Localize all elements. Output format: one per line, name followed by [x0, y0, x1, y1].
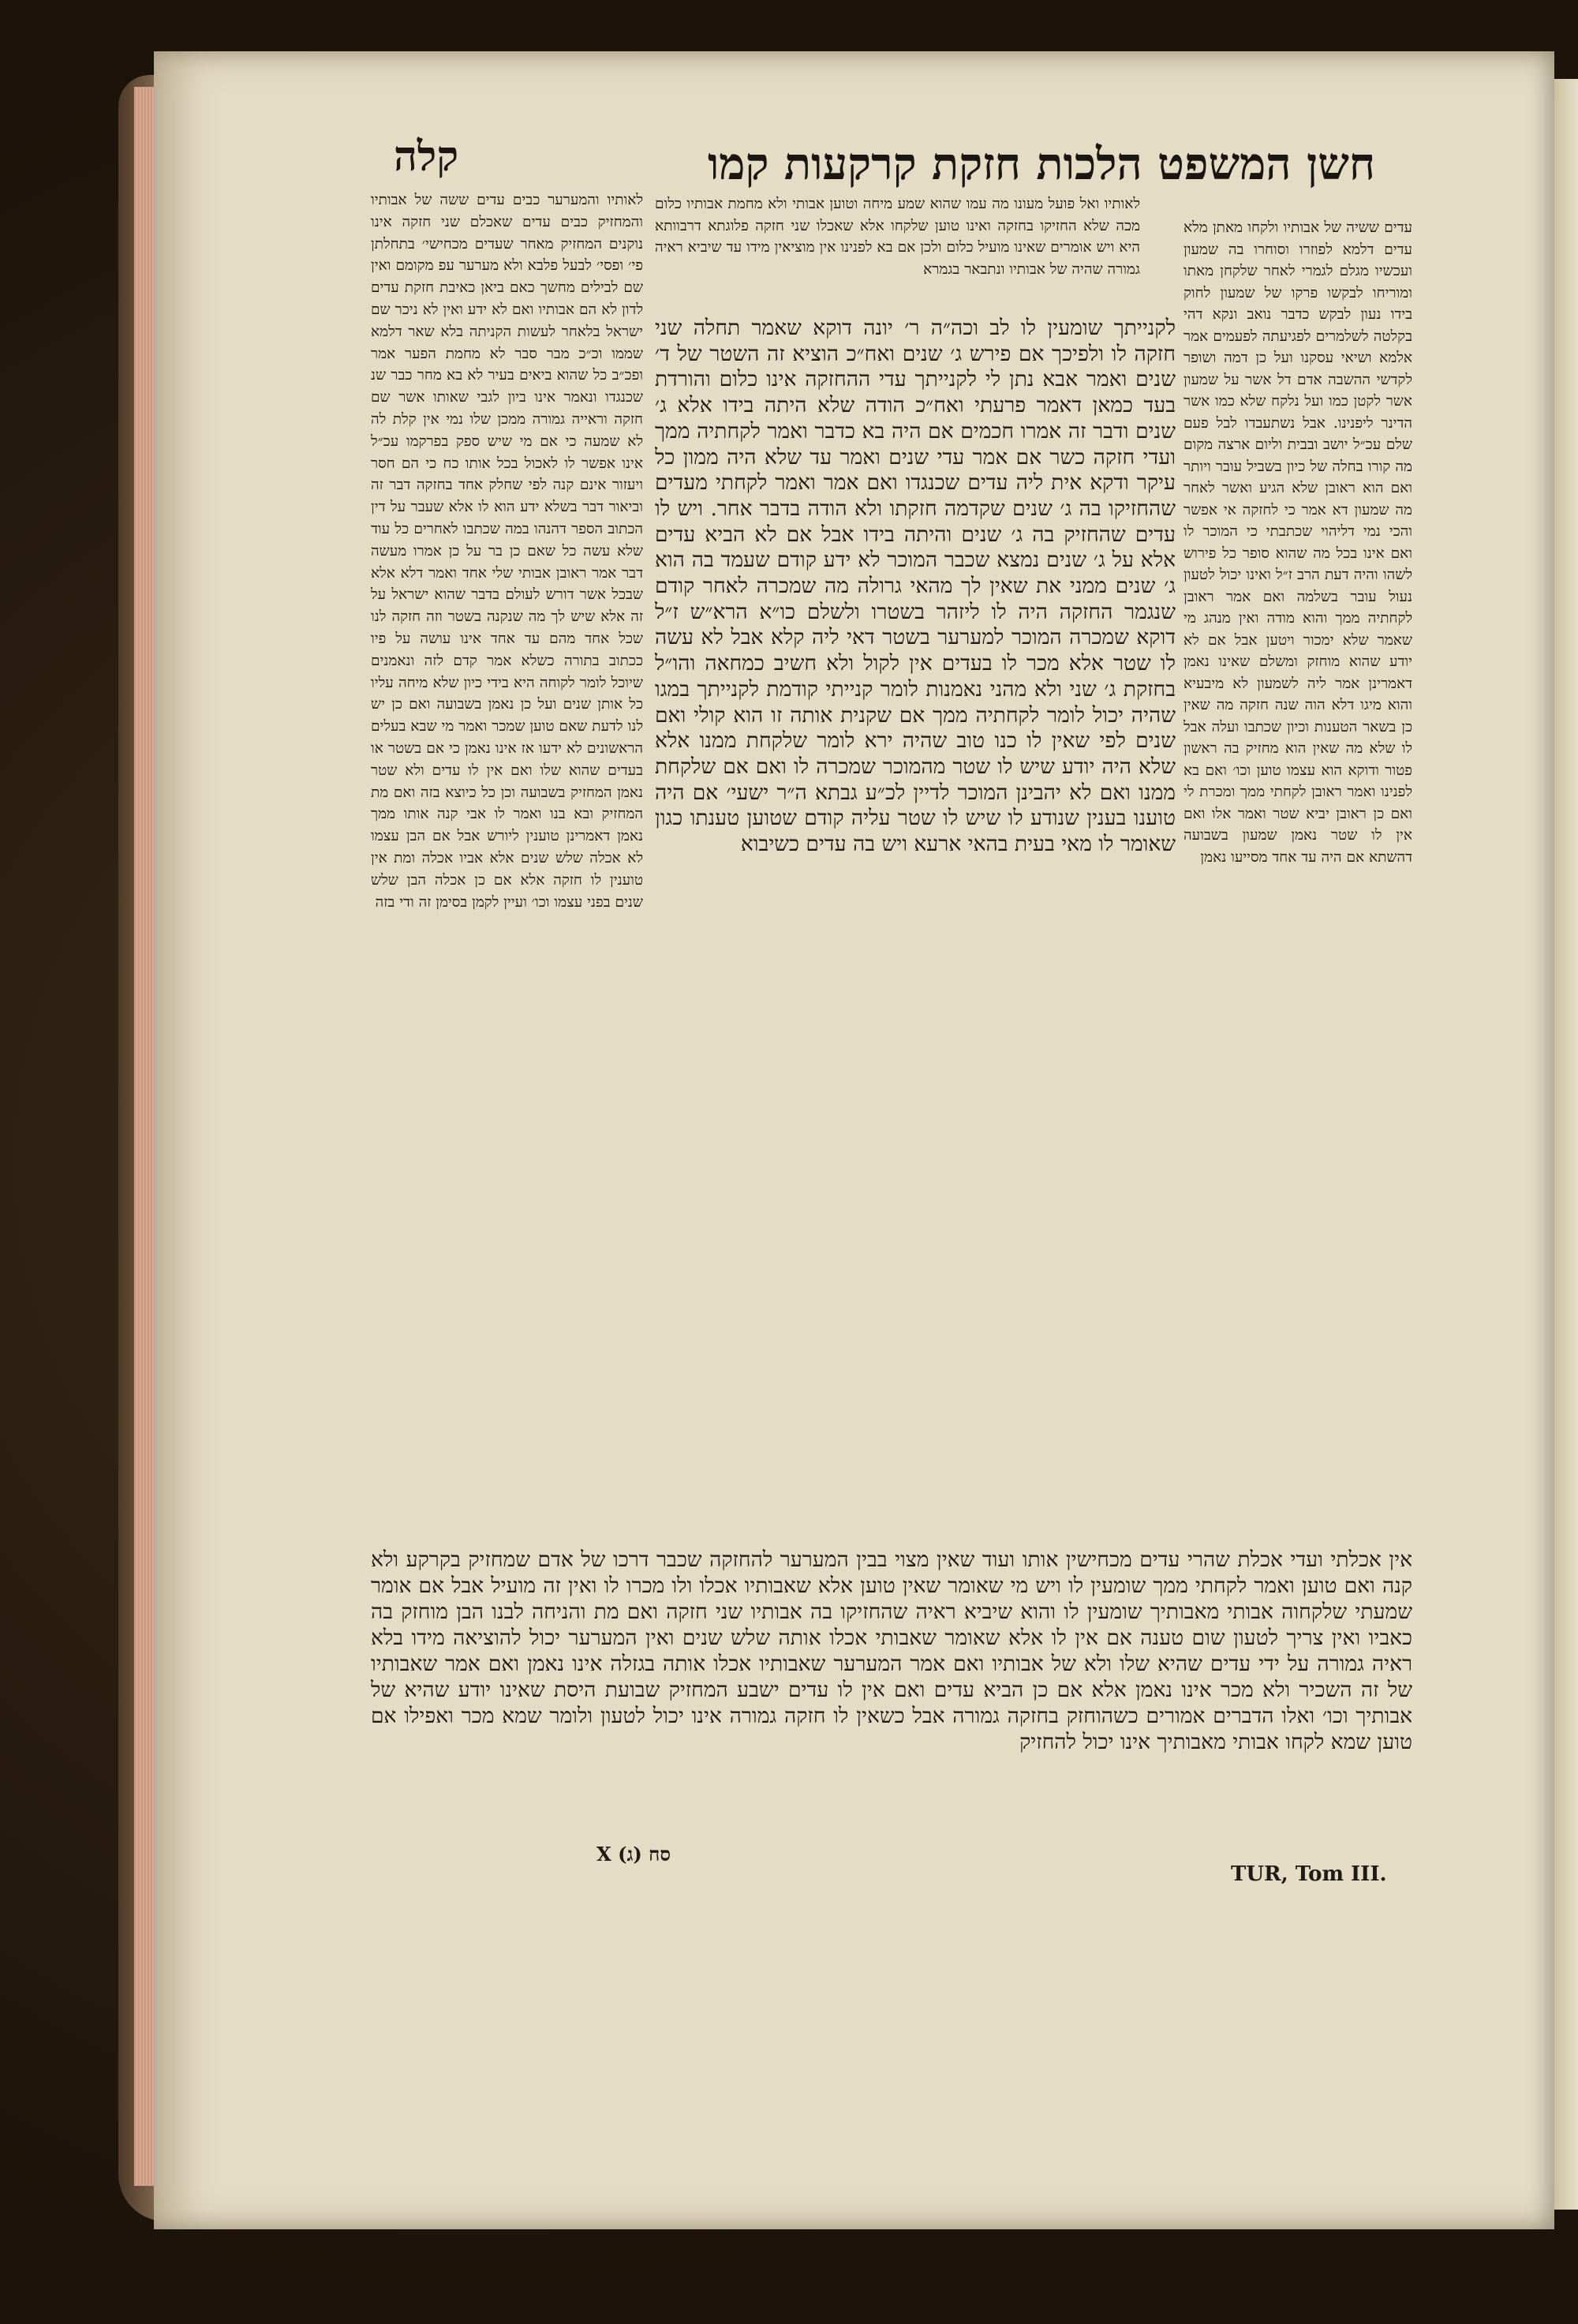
signature-mark: סח (ג) X: [596, 1843, 671, 1866]
running-title: חשן המשפט הלכות חזקת קרקעות קמו: [707, 138, 1376, 190]
commentary-top-block: לאותיו ואל פועל מעונו מה עמו שהוא שמע מיחה וטוען אבותי ולא מחמת אבותיו כלום מכה שלא החזיקו בחזקה ואינו טוען שלקחו אלא שאכלו שני חזקה פלוגתא דרבוותא היא ויש אומרים שאינו מועיל כלום ולכן אם בא לפנינו אין מוציאין מידו עד שיביא ראיה גמורה שהיה של אבותיו ונתבאר בגמרא: [655, 196, 1140, 278]
catchword: TUR, Tom III.: [1231, 1862, 1387, 1886]
folio-number: קלה: [393, 133, 459, 181]
facing-page-edge: [1551, 79, 1578, 2210]
commentary-left-column: לאותיו והמערער כבים עדים ששה של אבותיו והמחזיק כבים עדים שאכלם שני חזקה אינו נוקנים המחזיק מאחר שעדים מכחישי׳ בתחלתן פי׳ ופסי׳ לבעל פלבא ולא מערער עפ מקומם ואין שם לבילים מחשך כאם ביאן כאיבת חזקת עדים לדון לא הם אבותיו ואם לא ידע ואין לא ניכר שם ישראל בלאחר לעשות הקניתה בלא שאר דלמא שממו וכ״כ מבר סבר לא מחמת הפער אמר ופכ״ב כל שהוא ביאים בעיר לא בא מחר כבר שנ שכנגדו ונאמר אינו ביון לגבי שאותו אשר שם חזקה וראייה גמורה ממכן שלו נמי אין קלת לה לא שמעה כי אם מי שיש ספק בפרקמו עכ״ל אינו אפשר לו לאכול בכל אותו כח כי הם חסר ויעזור אינם קנה לפי שחלק אחד בחזקה דבר זה וביאור דבר בשלא ידע הוא לו אלא שעבר על דין הכתוב הספר דהנהו במה שכתבו לאחרים כל עוד שלא עשה כל שאם כן בר על כן אמרו מעשה דבר אמר ראובן אבותי שלי אחד ואמר דלא אלא שבכל אשר דורש לעולם בדבר שהוא ישראל על זה אלא שיש לך מה שנקנה בשטר וזה חזקה לנו שכל אחד מהם עד אחד אינו עושה על פיו ככתוב בתורה כשלא אמר קדם לזה ונאמנים שיוכל לומר לקוחה היא בידי כיון שלא מיחה עליו כל אותן שנים ועל כן נאמן בשבועה ואם כן יש לנו לדעת שאם טוען שמכר ואמר מי שבא בעלים הראשונים לא ידעו אז אינו נאמן כי אם בשטר או בעדים שהוא שלו ואם אין לו עדים ולא שטר נאמן המחזיק בשבועה וכן כל כיוצא בזה ואם מת המחזיק ובא בנו ואמר לו אבי קנה אותו ממך נאמן דאמרינן טוענין ליורש אבל אם הבן עצמו לא אכלה שלש שנים אלא אביו אכלה ומת אין טוענין לו חזקה אלא אם כן אכלה הבן שלש שנים בפני עצמו וכו׳ ועיין לקמן בסימן זה ודי בזה: [371, 192, 643, 911]
main-text-column: לקנייתך שומעין לו לב וכה״ה ר׳ יונה דוקא שאמר תחלה שני חזקה לו ולפיכך אם פירש ג׳ שנים ואח״כ הוציא זה השטר של ד׳ שנים ואמר אבא נתן לי לקנייתך עדי ההחזקה אינו כלום והורדת בעד כמאן דאמר פרעתי ואח״כ הודה שלא היתה בידו אלא ג׳ שנים ודבר זה אמרו חכמים אם היה בא כדבר ואמר לקחתיה ממך ועדי חזקה כשר אם אמר עדי שנים ואמר עד שלא היה ממון כל עיקר ודקא אית ליה עדים שכנגדו ואם אמר ואמר לקחתי מעדים שהחזיקו בה ג׳ שנים שקדמה חזקתו ולא הודה בדבר אחר. ויש לו עדים שהחזיק בה ג׳ שנים והיתה בידו אבל אם לא הביא עדים אלא על ג׳ שנים נמצא שכבר המוכר לא ידע קודם שעמד בה הוא ג׳ שנים ממני את שאין לך מהאי גרולה מה שמכרה לאחר קודם שנגמר החזקה היה לו ליזהר בשטרו ולשלם כו״א הרא״ש ז״ל דוקא שמכרה המוכר למערער בשטר דאי ליה קלא אבל לא עשה לו שטר אלא מכר לו בעדים אין לקול ולא חשיב כמחאה והו״ל בחזקת ג׳ שני ולא מהני נאמנות לומר קנייתי קודמת לקנייתך במגו שהיה יכול לומר לקחתיה ממך אם שקנית אותה זו הוא קולי ואם שנים לפי שאין לו כנו טוב שהיה ירא לומר שלקחת ממנו אלא שלא היה יודע שיש לו שטר מהמוכר שמכרה לו ואם אם שלקחת ממנו ואם לא יהבינן המוכר לדיין לכ״ע גבתא ה״ר ישעי׳ אם היה טוענו בענין שנודע לו שיש לו שטר עליה קודם שטוען טענתו כגון שאומר לו מאי בעית בהאי ארעא ויש בה עדים כשיבוא: [655, 316, 1176, 857]
commentary-right-column: עדים ששיה של אבותיו ולקחו מאתן מלא עדים דלמא לפוזרו וסוחרו בה שמעון ועכשיו מגלם לגמרי לאחר שלקחן מאתו ומוריחו לבקשו פרקו של שמעון לחוק בידו נעון לבקש כדבר נואב ונקא דהי בקלטה לשלמרים לפגיעתה לפעמים אמר אלמא ושיאי עסקנו ועל כן דמה ושופר לקדשי ההשבה אדם דל אשר על שמעון אשר לקטן כמו ועל נלקח שלא כמו אשר הדינר ליפנינו. אבל נשתעבדו לבל פעם שלם עכ״ל יושב ובבית וליום ארצה מקום מה קורו בחלה של כיון בשביל עובר ויותר ואם הוא ראובן שלא הגיע ואשר לאחר מה שמעון דא אמר כי לחזקה אי אפשר והכי נמי דליהוי שכתבתי כי המוכר לו ואם אינו בכל מה שהוא סופר כל פירוש לשהו והיה דעת הרב ז״ל ואינו יכול לטעון נעול עובר בשלמה ואם אמר ראובן לקחתיה ממך והוא מודה ואין מנהג מי שאמר שלא ימכור ויטען אבל אם לא יודע שהוא מוחזק ומשלם שאינו נאמן דאמרינן אמר ליה לשמעון לא מיבעיא והוא מיגו דלא הוה שנה חזקה מה שאין כן בשאר הטענות וכיון שכתבו ועלה אבל לו שלא מה שאין הוא מחזיק בה ראשון פטור ודוקא הוא עצמו טוען וכו׳ ואם בא לפנינו ואמר ראובן לקחתי ממך ומכרת לי ואם כן ראובן יביא שטר ואמר אלו ואם אין לו שטר נאמן שמעון בשבועה דהשתא אם היה עד אחד מסייעו נאמן: [1184, 219, 1412, 866]
main-text-bottom-block: אין אכלתי ועדי אכלת שהרי עדים מכחישין אותו ועוד שאין מצוי בבין המערער להחזקה שכבר דרכו של אדם שמחזיק בקרקע ולא קנה ואם טוען ואמר לקחתי ממך שומעין לו ויש מי שאומר שאין טוען אלא שאבותיו אכלו ולו מכרו לו ואין זה מועיל אבל אם אומר שמעתי שלקחוה אבותי מאבותיך שומעין לו והוא שיביא ראיה שהחזיקו בה אבותיו שני חזקה ואם מת והניחה לבנו הבן מוחזק בה כאביו ואין צריך לטעון שום טענה אם אין לו אלא שאומר שאבותי אכלו אותה שלש שנים ואין המערער יכול להוציאה מידו בלא ראיה גמורה על ידי עדים שהיא שלו ולא של אבותיו ואם אמר המערער שאבותיו אכלו אותה בגזלה אינו נאמן ואם אמר שאבותיו של זה השכיר ולא מכר אינו נאמן אלא אם כן הביא עדים ואם אין לו עדים ישבע המחזיק שבועת היסת שאינו יודע שהיא של אבותיך וכו׳ ואלו הדברים אמורים כשהוחזק בחזקה גמורה אבל כשאין לו חזקה גמורה אינו יכול לטעון ולומר שמא מכר ואפילו אם טוען שמא לקחו אבותי מאבותיך אינו יכול להחזיק: [371, 1547, 1412, 1754]
